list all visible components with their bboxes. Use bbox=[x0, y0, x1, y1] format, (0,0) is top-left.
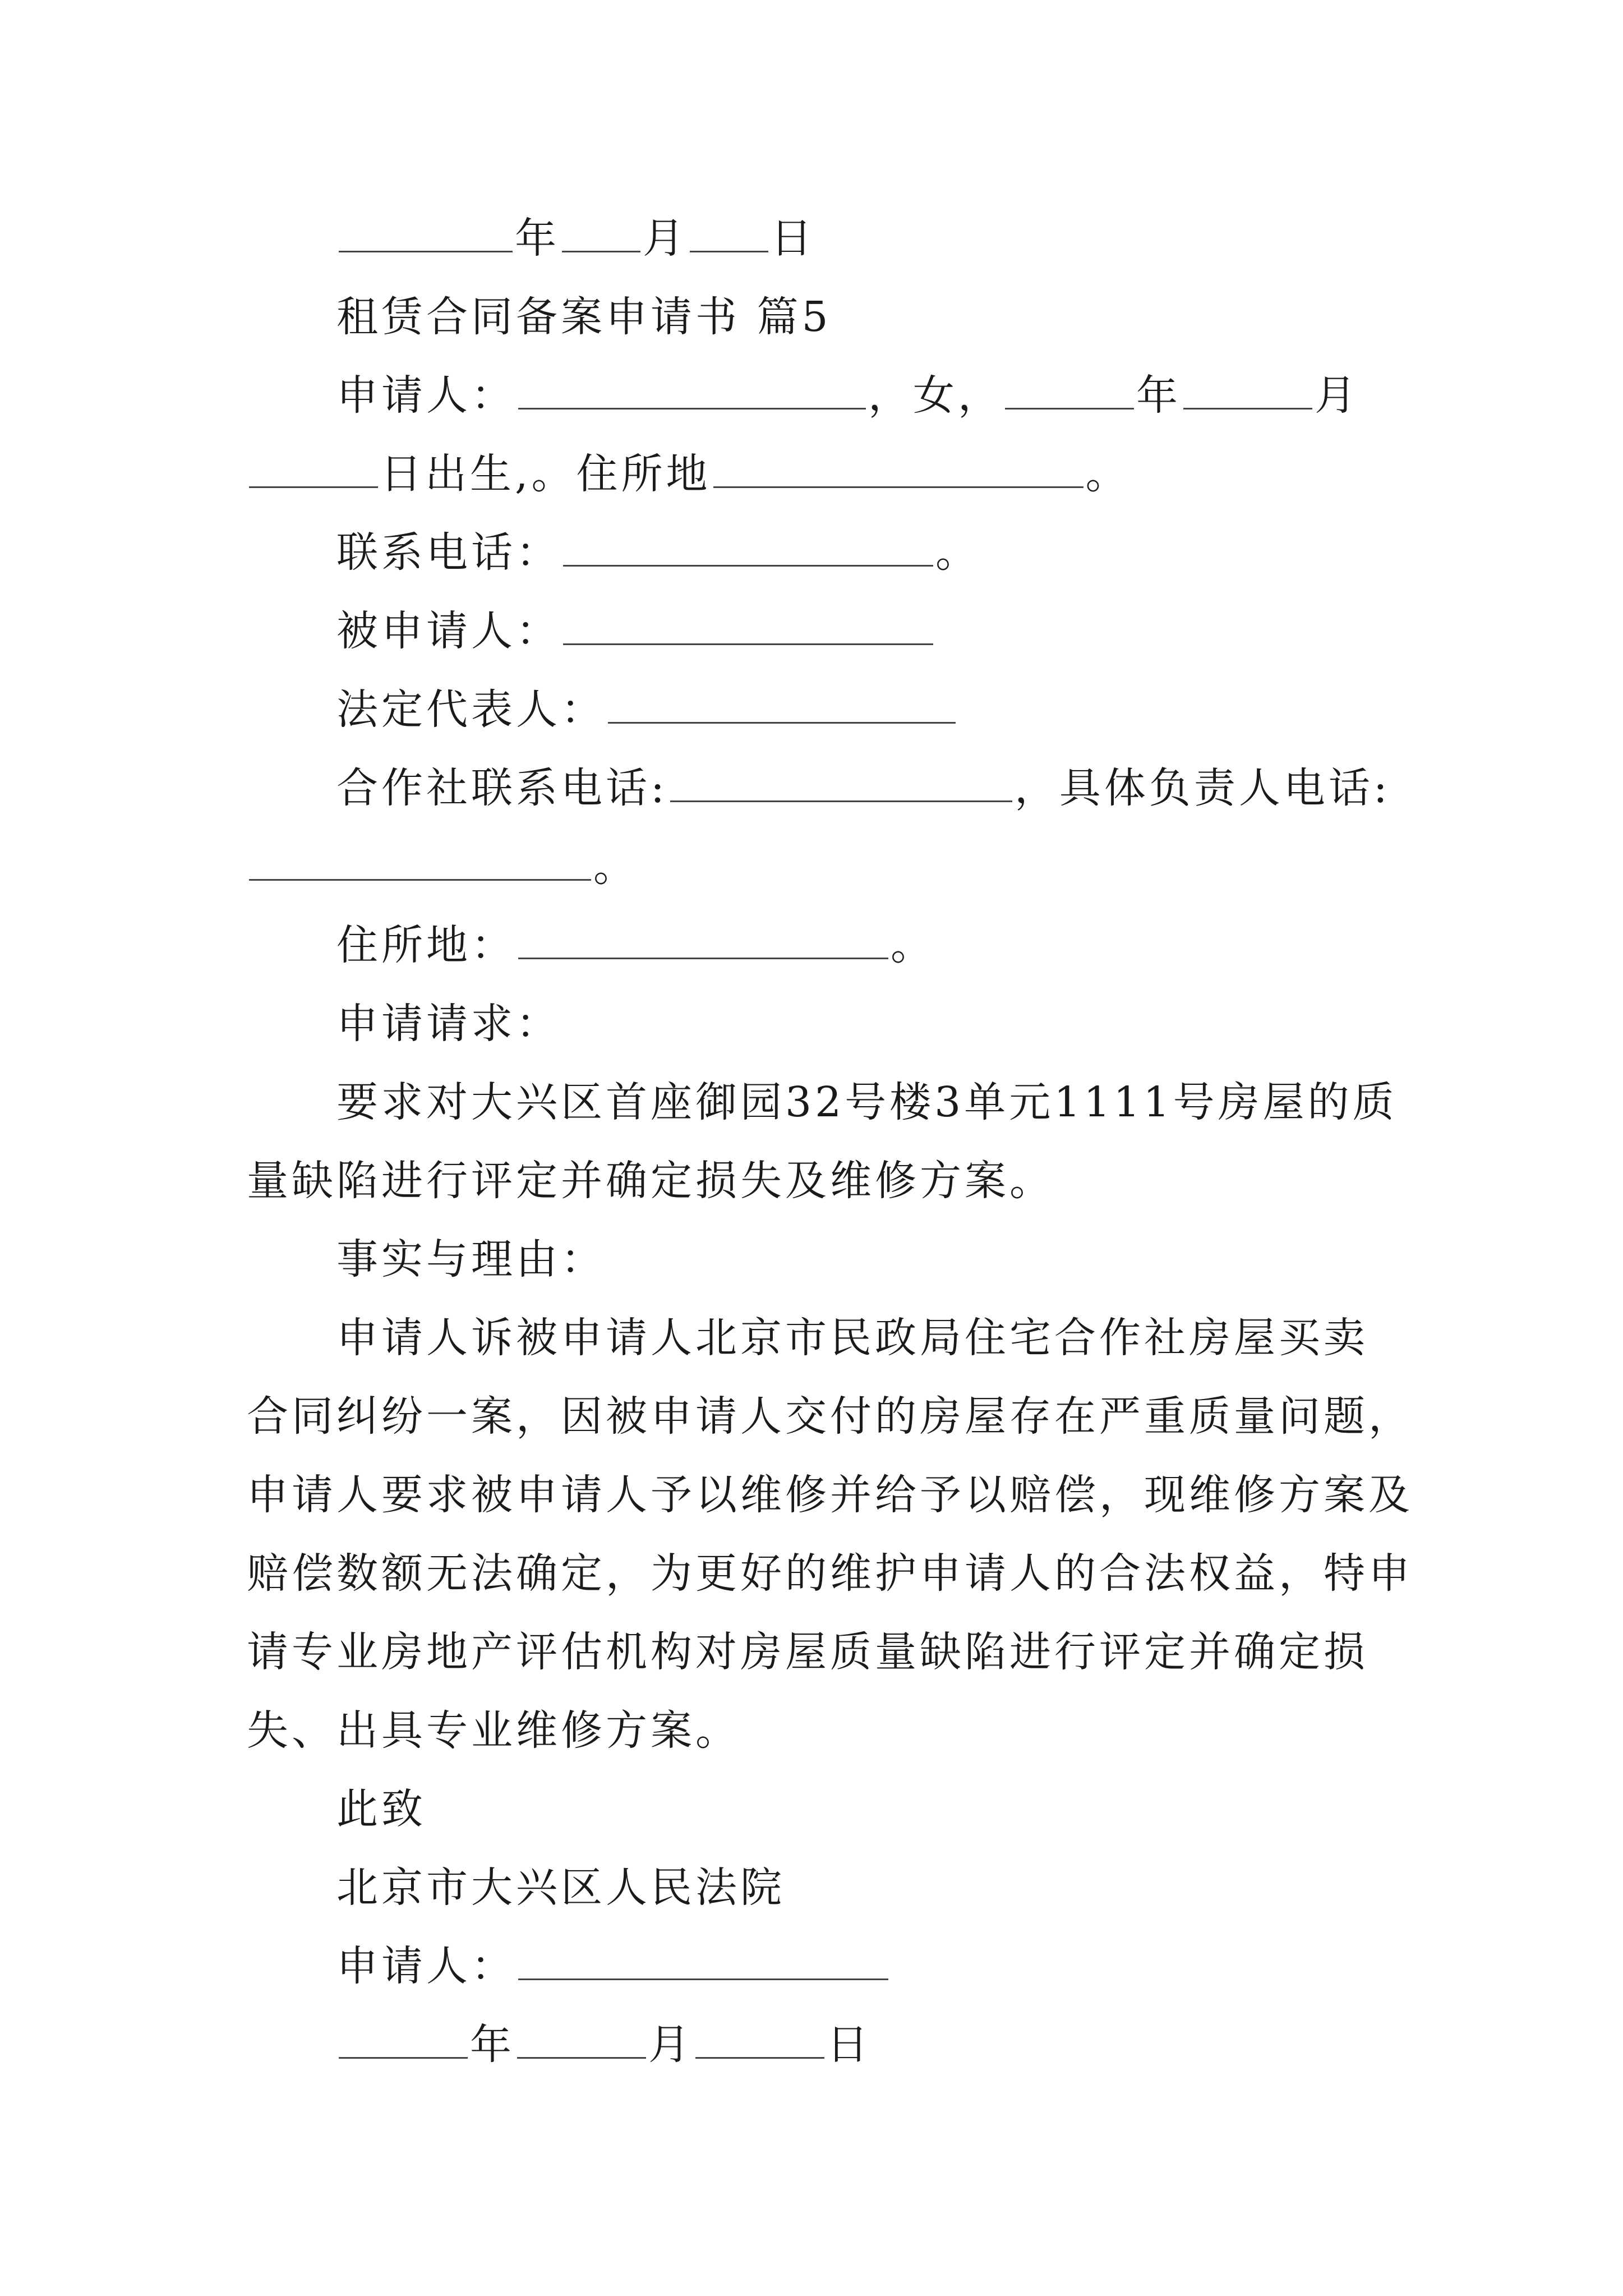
facts-text-line-5: 请专业房地产评估机构对房屋质量缺陷进行评定并确定损 bbox=[247, 1628, 1368, 1676]
birth-month-blank[interactable] bbox=[1183, 373, 1312, 409]
respondent-blank[interactable] bbox=[563, 609, 933, 645]
address-blank[interactable] bbox=[713, 452, 1083, 488]
birth-day-blank[interactable] bbox=[249, 452, 378, 488]
signature-label: 申请人： bbox=[336, 1942, 516, 1990]
sign-day-blank[interactable] bbox=[695, 2022, 824, 2059]
month-blank[interactable] bbox=[562, 216, 640, 252]
gender-text: ，女， bbox=[868, 371, 1003, 420]
phone-line bbox=[336, 524, 980, 581]
sign-month-blank[interactable] bbox=[517, 2022, 646, 2059]
request-text-line-2: 量缺陷进行评定并确定损失及维修方案。 bbox=[247, 1157, 1054, 1205]
court-name: 北京市大兴区人民法院 bbox=[336, 1864, 785, 1912]
birth-year-blank[interactable] bbox=[1005, 373, 1134, 409]
sign-year-label: 年 bbox=[470, 2021, 515, 2069]
manager-phone-label: ，具体负责人电话: bbox=[1014, 764, 1391, 812]
applicant-line bbox=[336, 367, 1359, 424]
legal-rep-label: 法定代表人： bbox=[336, 685, 606, 734]
address-label: 住所地： bbox=[336, 921, 516, 969]
month-label: 月 bbox=[643, 214, 688, 263]
request-text-line-1: 要求对大兴区首座御园32号楼3单元1111号房屋的质 bbox=[336, 1078, 1398, 1126]
sign-day-label: 日 bbox=[827, 2021, 872, 2069]
date-line-bottom bbox=[336, 2017, 872, 2073]
day-blank[interactable] bbox=[690, 216, 768, 252]
address-line-blank[interactable] bbox=[518, 923, 888, 959]
address-line-end: 。 bbox=[891, 921, 935, 969]
coop-phone-line bbox=[336, 760, 1391, 816]
legal-rep-blank[interactable] bbox=[608, 687, 956, 724]
sign-month-label: 月 bbox=[648, 2021, 693, 2069]
facts-text-line-1: 申请人诉被申请人北京市民政局住宅合作社房屋买卖 bbox=[336, 1314, 1368, 1362]
address-line bbox=[336, 917, 935, 973]
phone-label: 联系电话： bbox=[336, 528, 561, 577]
facts-label: 事实与理由： bbox=[336, 1235, 606, 1283]
manager-phone-blank[interactable] bbox=[249, 844, 591, 881]
facts-text-line-2: 合同纠纷一案，因被申请人交付的房屋存在严重质量问题， bbox=[247, 1392, 1413, 1441]
signature-line bbox=[336, 1938, 891, 1994]
year-label: 年 bbox=[515, 214, 560, 263]
phone-line-end: 。 bbox=[935, 528, 980, 577]
birth-line bbox=[247, 446, 1131, 502]
legal-rep-line bbox=[336, 682, 958, 738]
request-label: 申请请求： bbox=[336, 1000, 561, 1048]
sign-year-blank[interactable] bbox=[339, 2022, 468, 2059]
applicant-name-blank[interactable] bbox=[518, 373, 866, 409]
birth-year-label: 年 bbox=[1136, 371, 1181, 420]
respondent-label: 被申请人： bbox=[336, 607, 561, 655]
coop-phone-cont-line bbox=[247, 839, 638, 895]
phone-blank[interactable] bbox=[563, 530, 933, 567]
applicant-label: 申请人： bbox=[336, 371, 516, 420]
coop-phone-label: 合作社联系电话: bbox=[336, 764, 668, 812]
birth-address-label: 日出生,。住所地 bbox=[380, 450, 711, 498]
birth-line-end: 。 bbox=[1085, 450, 1131, 498]
year-blank[interactable] bbox=[339, 216, 513, 252]
day-label: 日 bbox=[771, 214, 815, 263]
date-line-top bbox=[336, 210, 815, 266]
birth-month-label: 月 bbox=[1315, 371, 1359, 420]
facts-text-line-3: 申请人要求被申请人予以维修并给予以赔偿，现维修方案及 bbox=[247, 1471, 1413, 1519]
signature-blank[interactable] bbox=[518, 1944, 888, 1980]
coop-phone-blank[interactable] bbox=[670, 766, 1012, 802]
respondent-line bbox=[336, 603, 935, 659]
facts-text-line-6: 失、出具专业维修方案。 bbox=[247, 1706, 740, 1755]
facts-text-line-4: 赔偿数额无法确定，为更好的维护申请人的合法权益，特申 bbox=[247, 1549, 1413, 1598]
salutation: 此致 bbox=[336, 1785, 426, 1833]
coop-phone-cont-end: 。 bbox=[593, 843, 638, 891]
document-heading: 租赁合同备案申请书 篇5 bbox=[336, 293, 832, 341]
